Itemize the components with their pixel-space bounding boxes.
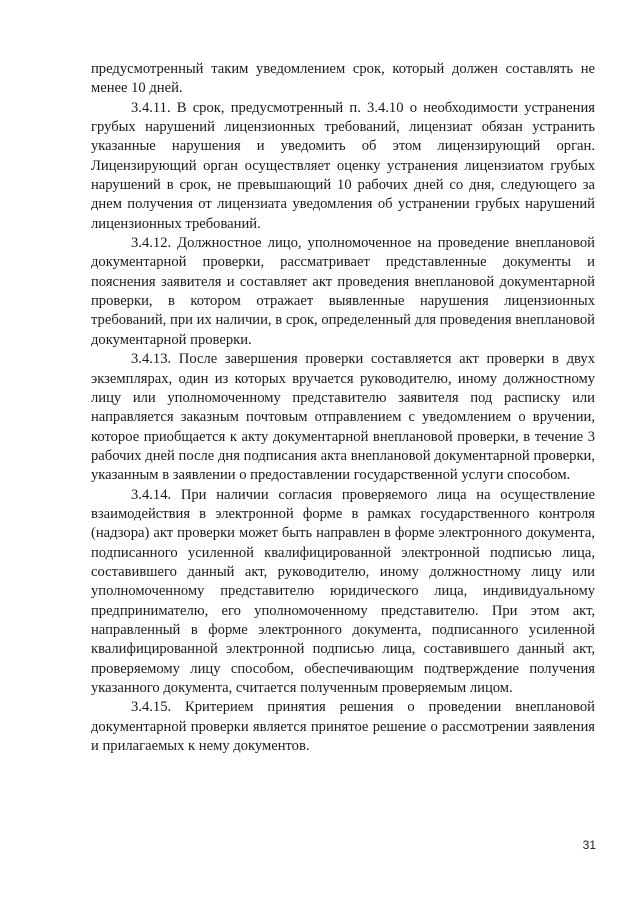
paragraph-3-4-14: 3.4.14. При наличии согласия проверяемого лица на осуществление взаимодействия в электронной форме в рамках государственного контроля (надзора) акт проверки может быть направлен в форме электронного документа, подписанного усиленной квалифицированной электронной подписью лица, составившего данный акт, руководителю, иному должностному лицу или уполномоченному представителю юридического лица, индивидуальному предпринимателю, его уполномоченному представителю. При этом акт, направленный в форме электронного документа, подписанного усиленной квалифицированной электронной подписью лица, составившего данный акт, проверяемому лицу способом, обеспечивающим подтверждение получения указанного документа, считается полученным проверяемым лицом.: [91, 486, 595, 696]
paragraph-3-4-11: 3.4.11. В срок, предусмотренный п. 3.4.10 о необходимости устранения грубых нарушений лицензионных требований, лицензиат обязан устранить указанные нарушения и уведомить об этом лицензирующий орган. Лицензирующий орган осуществляет оценку устранения лицензиатом грубых нарушений в срок, не превышающий 10 рабочих дней со дня, следующего за днем получения от лицензиата уведомления об устранении грубых нарушений лицензионных требований.: [91, 99, 595, 232]
document-page: [91, 60, 595, 756]
paragraph-continuation: предусмотренный таким уведомлением срок, который должен составлять не менее 10 дней.: [91, 61, 595, 97]
paragraph-3-4-13: 3.4.13. После завершения проверки составляется акт проверки в двух экземплярах, один из которых вручается руководителю, иному должностному лицу или уполномоченному представителю заявителя под расписку или направляется заказным почтовым отправлением с уведомлением о вручении, которое приобщается к акту документарной внеплановой проверки, в течение 3 рабочих дней после дня подписания акта внеплановой документарной проверки, указанным в заявлении о предоставлении государственной услуги способом.: [91, 351, 595, 484]
page-number: 31: [582, 838, 596, 852]
paragraph-3-4-15: 3.4.15. Критерием принятия решения о проведении внеплановой документарной проверки является принятое решение о рассмотрении заявления и прилагаемых к нему документов.: [91, 699, 595, 755]
paragraph-3-4-12: 3.4.12. Должностное лицо, уполномоченное на проведение внеплановой документарной проверки, рассматривает представленные документы и пояснения заявителя и составляет акт проведения внеплановой документарной проверки, в котором отражает выявленные нарушения лицензионных требований, при их наличии, в срок, определенный для проведения внеплановой документарной проверки.: [91, 235, 595, 348]
